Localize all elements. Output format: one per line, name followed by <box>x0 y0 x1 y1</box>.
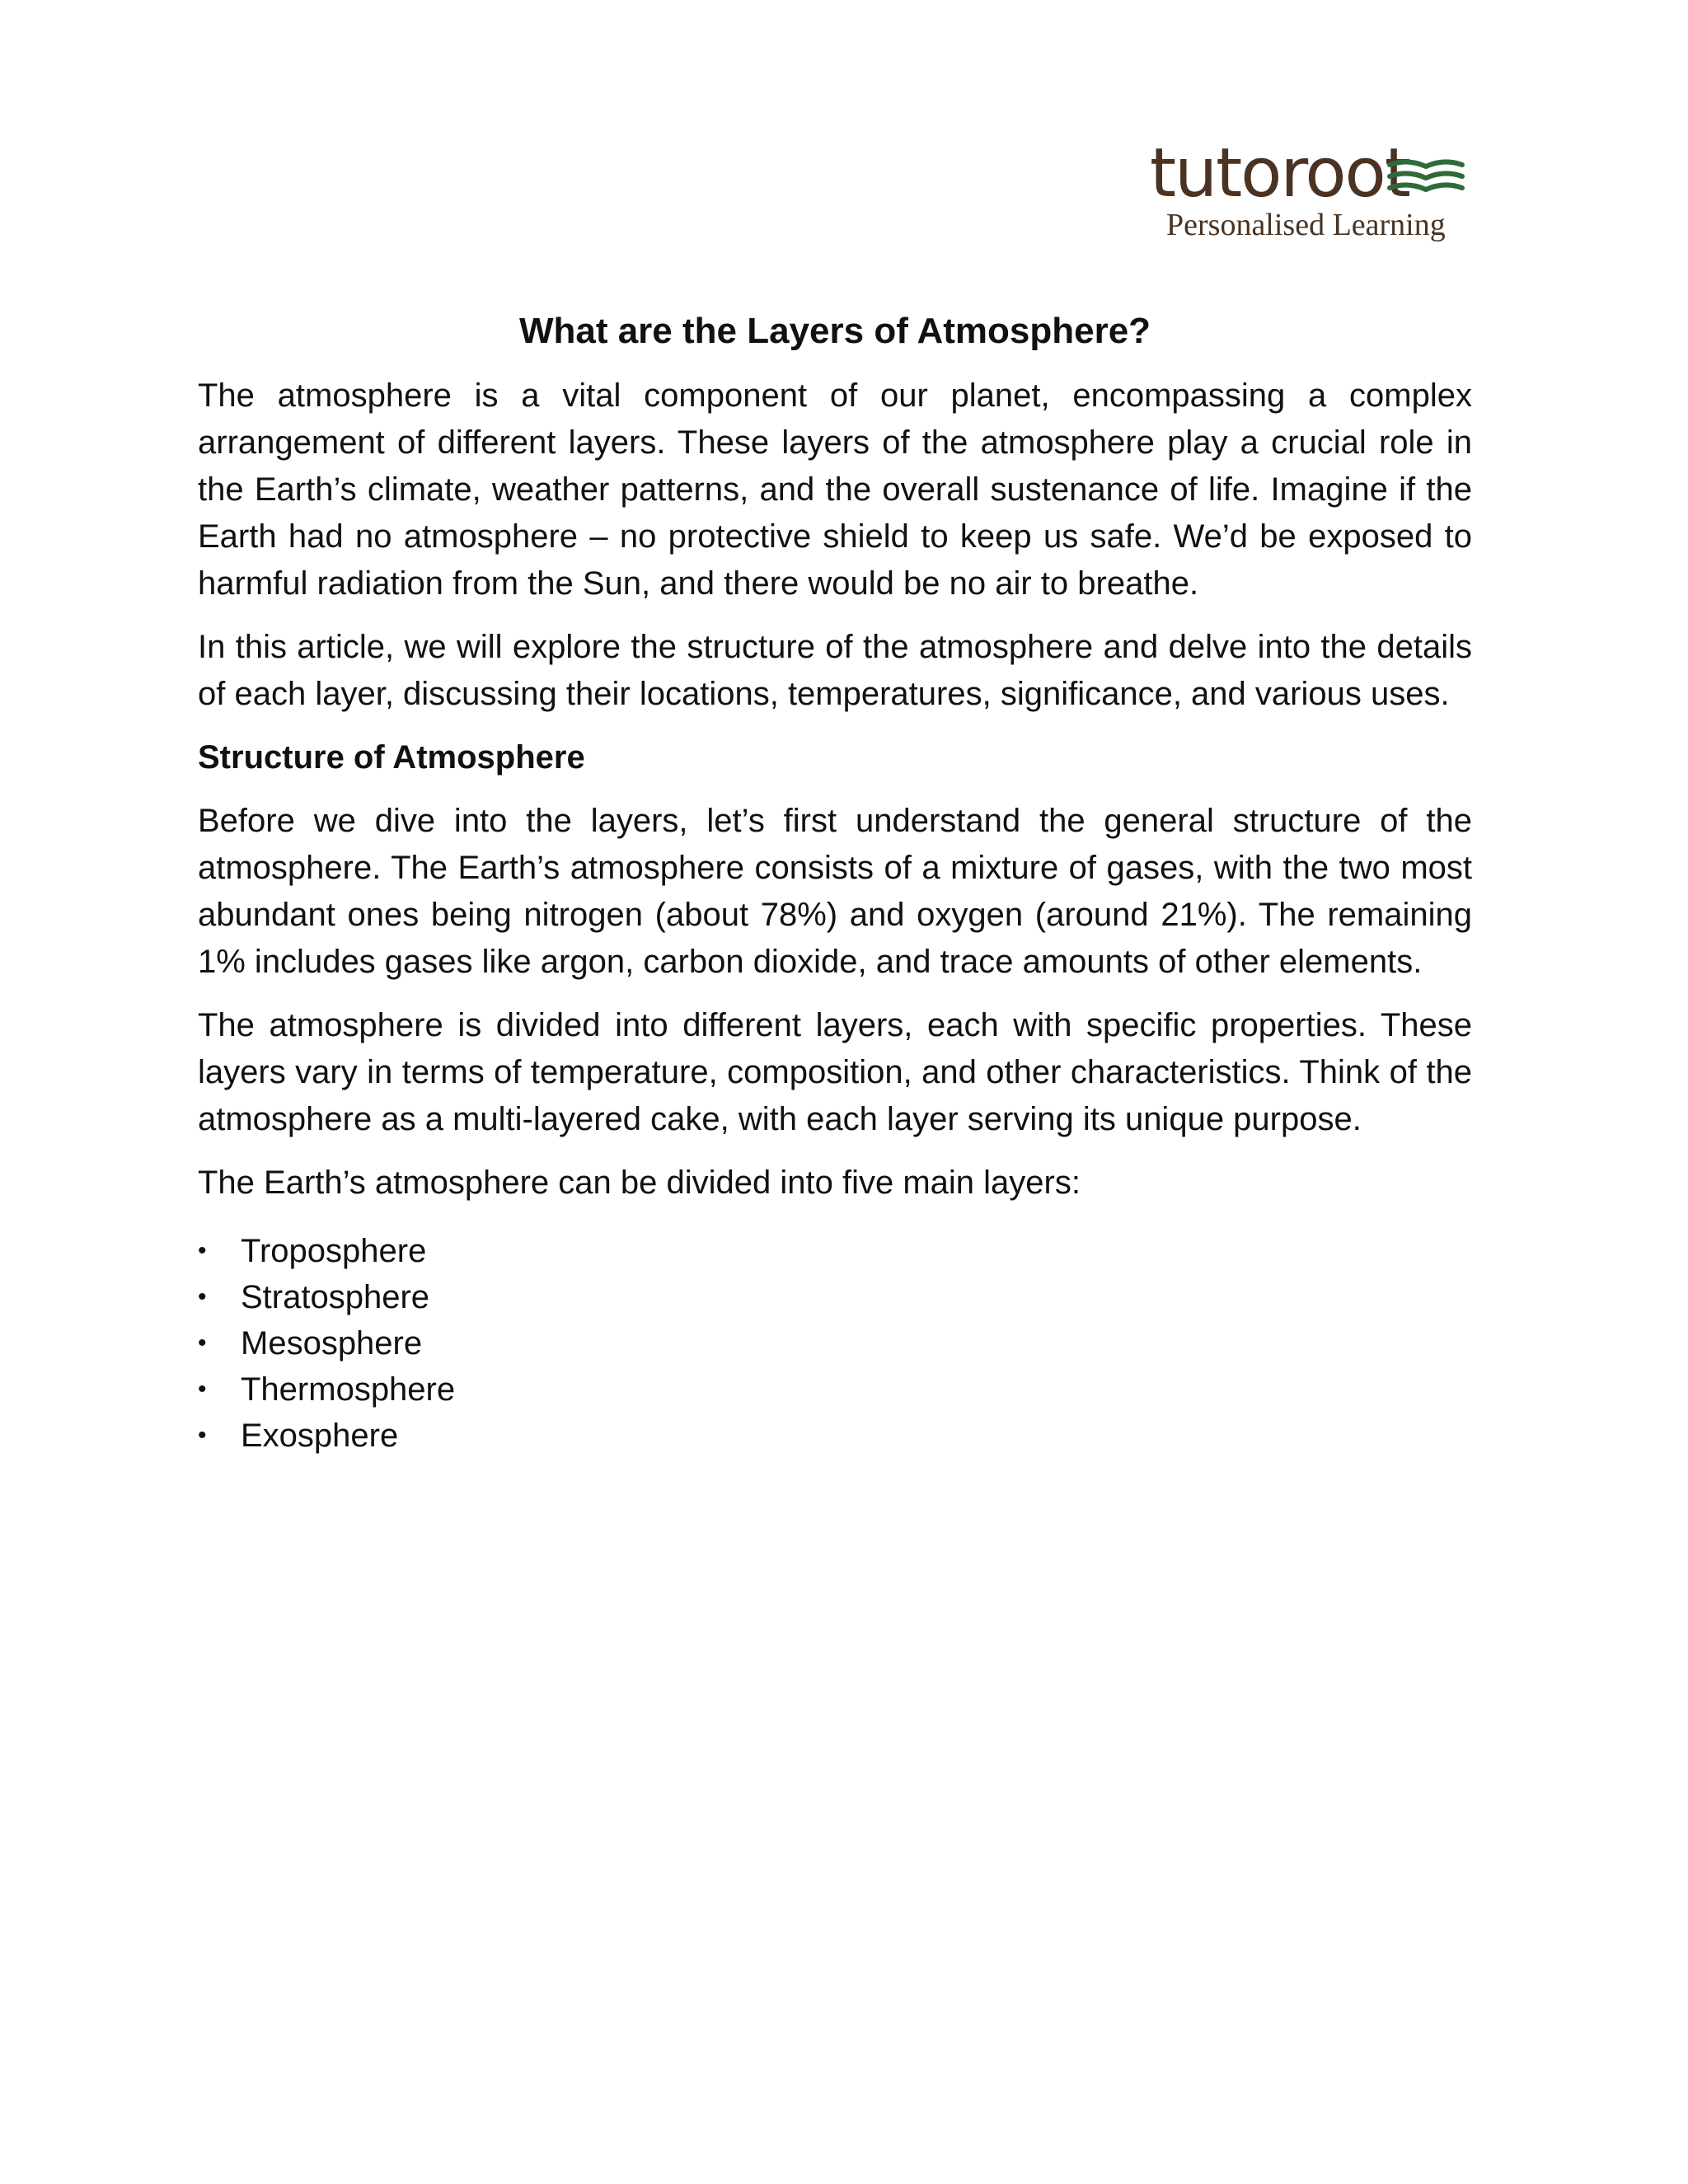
document-title: What are the Layers of Atmosphere? <box>518 311 1151 351</box>
list-item <box>198 1413 1472 1459</box>
layer-exosphere: Exosphere <box>241 1418 399 1454</box>
logo-tagline: Personalised Learning <box>1166 208 1446 242</box>
intro-paragraph-1: The atmosphere is a vital component of our planet, encompassing a complex arrangement of different layers. These layers of the atmosphere play a crucial role in the Earth’s climate, weather patterns, and the overall sustenance of life. Imagine if the Earth had no atmosphere – no protective shield to keep us safe. We’d be exposed to harmful radiation from the Sun, and there would be no air to breathe. <box>198 377 1472 602</box>
structure-paragraph-2: The atmosphere is divided into different layers, each with specific properties. These layers vary in terms of temperature, composition, and other characteristics. Think of the atmosphere as a multi-layered cake, with each layer serving its unique purpose. <box>198 1007 1472 1137</box>
list-item <box>198 1228 1472 1274</box>
logo-wordmark: tutoroot <box>1150 134 1409 213</box>
layers-list <box>198 1228 1472 1459</box>
layer-mesosphere: Mesosphere <box>241 1325 423 1361</box>
bullet-icon: • <box>198 1422 207 1449</box>
bullet-icon: • <box>198 1329 207 1357</box>
bullet-icon: • <box>198 1376 207 1403</box>
bullet-icon: • <box>198 1237 207 1264</box>
section-heading: Structure of Atmosphere <box>198 739 585 776</box>
layer-thermosphere: Thermosphere <box>241 1371 456 1408</box>
bullet-icon: • <box>198 1283 207 1310</box>
list-item <box>198 1274 1472 1320</box>
list-item <box>198 1366 1472 1413</box>
intro-paragraph-2: In this article, we will explore the structure of the atmosphere and delve into the details of each layer, discussing their locations, temperatures, significance, and various uses. <box>198 629 1472 712</box>
document-body <box>198 307 1472 1459</box>
layers-intro: The Earth’s atmosphere can be divided into five main layers: <box>198 1165 1081 1201</box>
layer-stratosphere: Stratosphere <box>241 1279 430 1315</box>
structure-paragraph-1: Before we dive into the layers, let’s first understand the general structure of the atmosphere. The Earth’s atmosphere consists of a mixture of gases, with the two most abundant ones being nitrogen (about 78%) and oxygen (around 21%). The remaining 1% includes gases like argon, carbon dioxide, and trace amounts of other elements. <box>198 803 1472 980</box>
tutoroot-logo <box>1150 134 1471 247</box>
layer-troposphere: Troposphere <box>241 1233 427 1269</box>
open-book-icon <box>1385 155 1467 201</box>
list-item <box>198 1320 1472 1366</box>
